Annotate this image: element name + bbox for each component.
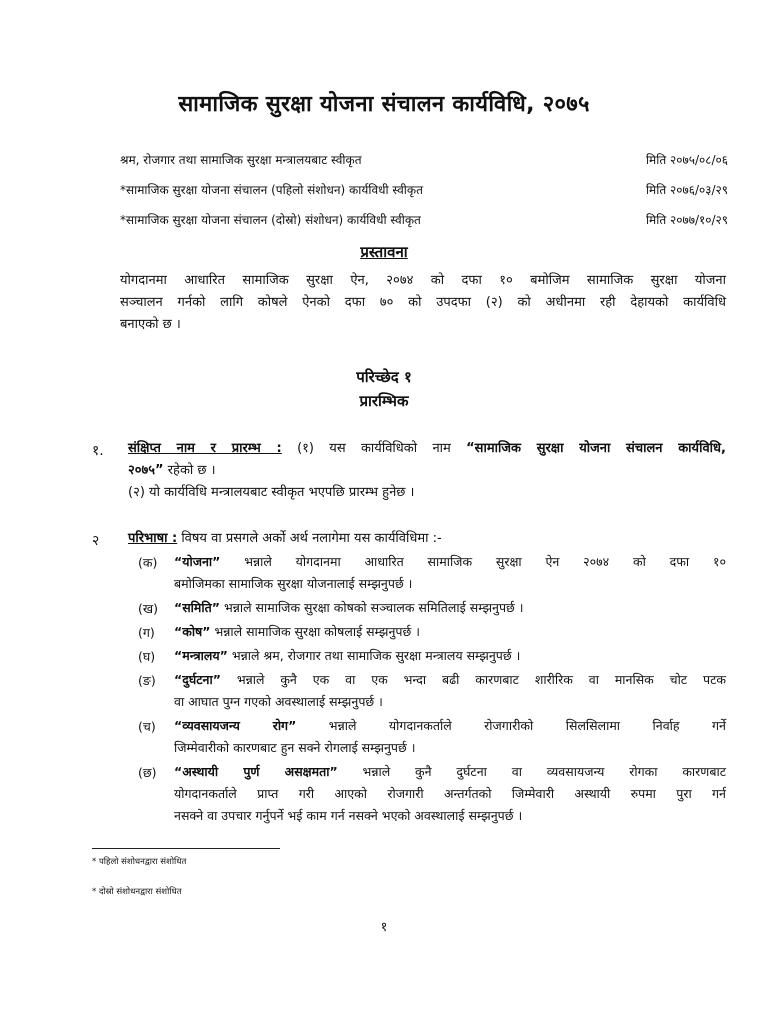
footnote-divider [92,848,280,849]
section-1-line: (२) यो कार्यविधि मन्त्रालयबाट स्वीकृत भएपछि प्रारम्भ हुनेछ । [128,485,415,500]
section-1 [128,438,726,504]
section-1-line [128,460,726,482]
section-text: (१) यस कार्यविधिको नाम [281,441,467,456]
definition-term: “समिति” [174,600,220,615]
definition-term: “अस्थायी पुर्ण असक्षमता” [174,764,338,779]
section-text: विषय वा प्रसगले अर्को अर्थ नलागेमा यस कार्यविधिमा :- [177,531,442,546]
definition-text: भन्नाले योगदानमा आधारित सामाजिक सुरक्षा ऐन २०७४ को दफा १० [220,554,726,569]
item-label: (च) [138,719,156,734]
preamble-line: सञ्चालन गर्नको लागि कोषले ऐनको दफा ७० को उपदफा (२) को अधीनमा रही देहायको कार्यविधि [120,295,726,310]
definition-text: भन्नाले सामाजिक सुरक्षा कोषको सञ्चालक समितिलाई सम्झनुपर्छ । [219,600,524,615]
definition-item [174,621,726,643]
definition-item [174,597,726,619]
chapter-name: प्रारम्भिक [359,392,409,410]
section-number: २ [92,533,100,549]
section-1-line [128,438,726,460]
definition-term: “दुर्घटना” [174,672,221,687]
approval-text: *सामाजिक सुरक्षा योजना संचालन (दोस्रो) संशोधन) कार्यविधी स्वीकृत [120,213,421,227]
definition-continuation: बमोजिमका सामाजिक सुरक्षा योजनालाई सम्झनुपर्छ । [174,576,413,591]
definition-continuation: नसक्ने वा उपचार गर्नुपर्ने भई काम गर्न नसक्ने भएको अवस्थालाई सम्झनुपर्छ । [174,808,523,823]
definition-text: भन्नाले कुनै दुर्घटना वा व्यवसायजन्य रोगका कारणबाट [337,764,726,779]
preamble-line: बनाएको छ । [120,317,181,332]
item-label: (ङ) [138,673,156,688]
definition-continuation: जिम्मेवारीको कारणबाट हुन सक्ने रोगलाई सम्झनुपर्छ । [174,740,416,755]
definition-term: “व्यवसायजन्य रोग” [174,718,297,733]
approval-date: मिति २०७५/०८/०६ [645,153,728,167]
item-label: (घ) [138,649,156,664]
chapter-number: परिच्छेद १ [356,368,412,386]
definition-term: “कोष” [174,624,211,639]
page-number: १ [380,920,388,935]
approval-row [120,211,728,228]
footnote: * दोस्रो संशोधनद्वारा संशोधित [92,887,182,897]
definition-text: भन्नाले सामाजिक सुरक्षा कोषलाई सम्झनुपर्छ । [210,624,420,639]
preamble-line: योगदानमा आधारित सामाजिक सुरक्षा ऐन, २०७४ को दफा १० बमोजिम सामाजिक सुरक्षा योजना [120,273,726,288]
footnote: * पहिलो संशोधनद्वारा संशोधित [92,857,187,867]
document-title: सामाजिक सुरक्षा योजना संचालन कार्यविधि, २०७५ [178,92,590,117]
preamble-heading: प्रस्तावना [360,243,408,261]
approval-text: श्रम, रोजगार तथा सामाजिक सुरक्षा मन्त्रालयबाट स्वीकृत [120,153,362,167]
section-2-intro [128,528,726,550]
section-heading: संक्षिप्त नाम र प्रारम्भ : [128,441,282,456]
definition-item [174,645,726,667]
definition-continuation: वा आघात पुग्न गएको अवस्थालाई सम्झनुपर्छ । [174,694,383,709]
definition-continuation: योगदानकर्ताले प्राप्त गरी आएको रोजगारी अन्तर्गतको जिम्मेवारी अस्थायी रुपमा पुरा गर्न [174,786,726,801]
approval-text: *सामाजिक सुरक्षा योजना संचालन (पहिलो संशोधन) कार्यविधी स्वीकृत [120,183,423,197]
section-number: १. [92,443,104,459]
definition-text: भन्नाले कुनै एक वा एक भन्दा बढी कारणबाट शारीरिक वा मानसिक चोट पटक [220,672,726,687]
item-label: (छ) [138,765,157,780]
section-text: रहेको छ । [163,463,216,478]
definition-item [174,715,726,759]
preamble-text [120,270,726,336]
definition-item [174,761,726,827]
item-label: (ख) [138,601,158,616]
approval-date: मिति २०७७/१०/२९ [645,213,728,227]
definition-text: भन्नाले श्रम, रोजगार तथा सामाजिक सुरक्षा मन्त्रालय सम्झनुपर्छ । [227,648,521,663]
section-heading: परिभाषा : [128,531,178,546]
approval-row [120,181,728,198]
section-bold-text: २०७५” [128,463,164,478]
item-label: (क) [138,555,158,570]
item-label: (ग) [138,625,155,640]
definition-text: भन्नाले योगदानकर्ताले रोजगारीको सिलसिलामा निर्वाह गर्ने [296,718,726,733]
approval-row [120,151,728,168]
definition-term: “योजना” [174,554,221,569]
definition-item [174,669,726,713]
definition-term: “मन्त्रालय” [174,648,228,663]
definition-item [174,551,726,595]
approval-date: मिति २०७६/०३/२९ [645,183,728,197]
section-bold-text: “सामाजिक सुरक्षा योजना संचालन कार्यविधि, [466,441,726,456]
